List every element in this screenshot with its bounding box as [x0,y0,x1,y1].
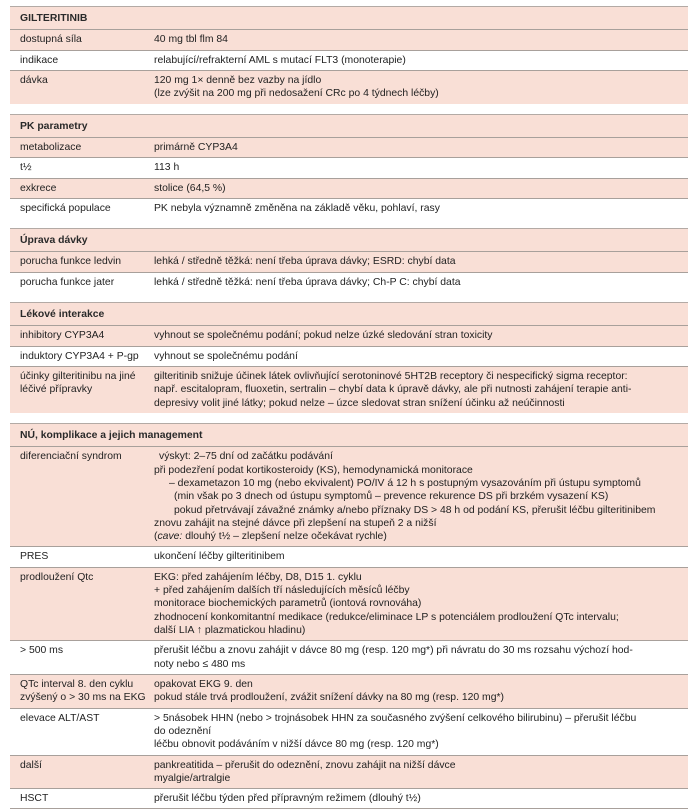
table-row [10,446,688,546]
table-row [10,640,688,674]
row-value [154,571,688,638]
value-line: další LIA ↑ plazmatickou hladinu) [154,625,306,636]
table-row [10,674,688,708]
row-value [154,678,688,705]
section-heading: Úprava dávky [10,228,688,251]
table-row [10,755,688,789]
value-line: 113 h [154,162,180,174]
row-label: indikace [20,54,59,66]
table-row [10,251,688,271]
row-value [154,276,688,289]
value-line: myalgie/artralgie [154,772,231,784]
value-line: (lze zvýšit na 200 mg při nedosažení CRc po 4 týdnech léčby) [154,88,439,100]
value-line: gilteritinib snižuje účinek látek ovlivňující serotoninové 5HT2B receptory či nespecifický sigma receptor: [154,371,628,382]
row-label: HSCT [20,793,49,805]
value-line: pokud přetrvávají závažné známky a/nebo příznaky DS > 48 h od podání KS, přerušit léčbu gilteritinibem [174,504,656,516]
value-line: lehká / středně těžká: není třeba úprava dávky; Ch-P C: chybí data [154,276,461,288]
row-value [154,74,688,101]
row-label: PRES [20,551,49,563]
section-gap [10,104,688,114]
row-value [154,202,688,215]
row-label: metabolizace [20,141,82,153]
value-line: > 5násobek HHN (nebo > trojnásobek HHN za současného zvýšení celkového bilirubinu) – přerušit léčbu [154,712,637,724]
value-line: přerušit léčbu týden před přípravným režimem (dlouhý t½) [154,793,421,805]
row-value [154,644,688,671]
row-label: QTc interval 8. den cyklu zvýšený o > 30 ms na EKG [20,678,146,704]
value-line: ukončení léčby gilteritinibem [154,551,285,563]
table-row [10,708,688,755]
row-label: specifická populace [20,202,111,214]
row-value [154,329,688,342]
value-line: PK nebyla významně změněna na základě věku, pohlaví, rasy [154,202,440,214]
row-label: exkrece [20,182,57,194]
value-line: při podezření podat kortikosteroidy (KS), hemodynamická monitorace [154,464,473,476]
table-row [10,29,688,49]
value-line: EKG: před zahájením léčby, D8, D15 1. cyklu [154,571,362,583]
table-row [10,198,688,218]
table-row [10,50,688,70]
row-value [154,450,688,543]
value-line: + před zahájením dalších tří následujících měsíců léčby [154,585,410,597]
row-label: porucha funkce ledvin [20,256,122,268]
value-line: vyhnout se společnému podání [154,350,298,362]
row-label: t½ [20,162,32,174]
table-row [10,178,688,198]
table-row [10,137,688,157]
section-heading: GILTERITINIB [10,6,688,29]
row-label: dostupná síla [20,34,82,46]
value-line: (min však po 3 dnech od ústupu symptomů – prevence rekurence DS při brzkém vysazení KS) [174,491,609,503]
value-line: relabující/refrakterní AML s mutací FLT3 (monoterapie) [154,54,406,66]
table-row [10,567,688,641]
table-row [10,366,688,413]
value-line: monitorace biochemických parametrů (iontová rovnováha) [154,598,422,610]
value-line: vyhnout se společnému podání; pokud nelze úzké sledování stran toxicity [154,330,493,342]
value-line: zhodnocení konkomitantní medikace (redukce/eliminace LP s potenciálem prodloužení QTc intervalu; [154,611,619,623]
value-line: depresivy volit jiné látky; pokud nelze – úzce sledovat stran snížení účinku až neúčinnosti [154,397,565,409]
value-line: výskyt: 2–75 dní od začátku podávání [159,451,333,463]
row-label: induktory CYP3A4 + P-gp [20,350,139,362]
section-gap [10,413,688,423]
row-label: diferenciační syndrom [20,451,122,463]
table-row [10,157,688,177]
row-value [154,161,688,174]
table-row [10,788,688,809]
row-value [154,33,688,46]
section-heading: PK parametry [10,114,688,137]
value-line: 40 mg tbl flm 84 [154,34,228,46]
row-label: další [20,759,42,771]
value-line: do odeznění [154,725,212,737]
row-value [154,370,688,410]
section-gap [10,292,688,302]
value-line: lehká / středně těžká: není třeba úprava dávky; ESRD: chybí data [154,256,456,268]
row-value [154,255,688,268]
row-value [154,550,688,563]
value-line: pokud stále trvá prodloužení, zvážit snížení dávky na 80 mg (resp. 120 mg*) [154,692,504,704]
value-line: (cave: dlouhý t½ – zlepšení nelze očekávat rychle) [154,531,387,543]
section-heading: NÚ, komplikace a jejich management [10,423,688,446]
row-label: dávka [20,74,48,86]
row-label: > 500 ms [20,645,64,657]
row-value [154,759,688,786]
value-line: pankreatitida – přerušit do odeznění, znovu zahájit na nižší dávce [154,759,456,771]
value-line: léčbu obnovit podáváním v nižší dávce 80 mg (resp. 120 mg*) [154,739,439,751]
row-label: prodloužení Qtc [20,571,94,583]
value-line: primárně CYP3A4 [154,141,238,153]
value-line: stolice (64,5 %) [154,182,226,194]
table-row [10,325,688,345]
value-line: přerušit léčbu a znovu zahájit v dávce 80 mg (resp. 120 mg*) při návratu do 30 ms rozsahu výchozí hod- [154,645,633,657]
value-line: – dexametazon 10 mg (nebo ekvivalent) PO/IV á 12 h s postupným vysazováním při ústupu symptomů [169,477,641,489]
table-row [10,272,688,292]
table-row [10,346,688,366]
row-value [154,54,688,67]
value-line: znovu zahájit na stejné dávce při zlepšení na stupeň 2 a nižší [154,517,437,529]
row-label: porucha funkce jater [20,276,115,288]
value-line: např. escitalopram, fluoxetin, sertralin – chybí data k úpravě dávky, ale při nutnosti zahájení terapie anti- [154,384,632,396]
row-label: účinky gilteritinibu na jiné léčivé přípravky [20,371,136,396]
row-value [154,792,688,805]
value-line: 120 mg 1× denně bez vazby na jídlo [154,74,322,86]
section-heading: Lékové interakce [10,302,688,325]
table-row [10,546,688,566]
row-label: inhibitory CYP3A4 [20,330,105,342]
table-row [10,70,688,104]
row-value [154,712,688,752]
row-label: elevace ALT/AST [20,712,100,724]
section-gap [10,218,688,228]
row-value [154,141,688,154]
value-line: opakovat EKG 9. den [154,678,253,690]
row-value [154,182,688,195]
row-value [154,350,688,363]
value-line: noty nebo ≤ 480 ms [154,658,246,670]
